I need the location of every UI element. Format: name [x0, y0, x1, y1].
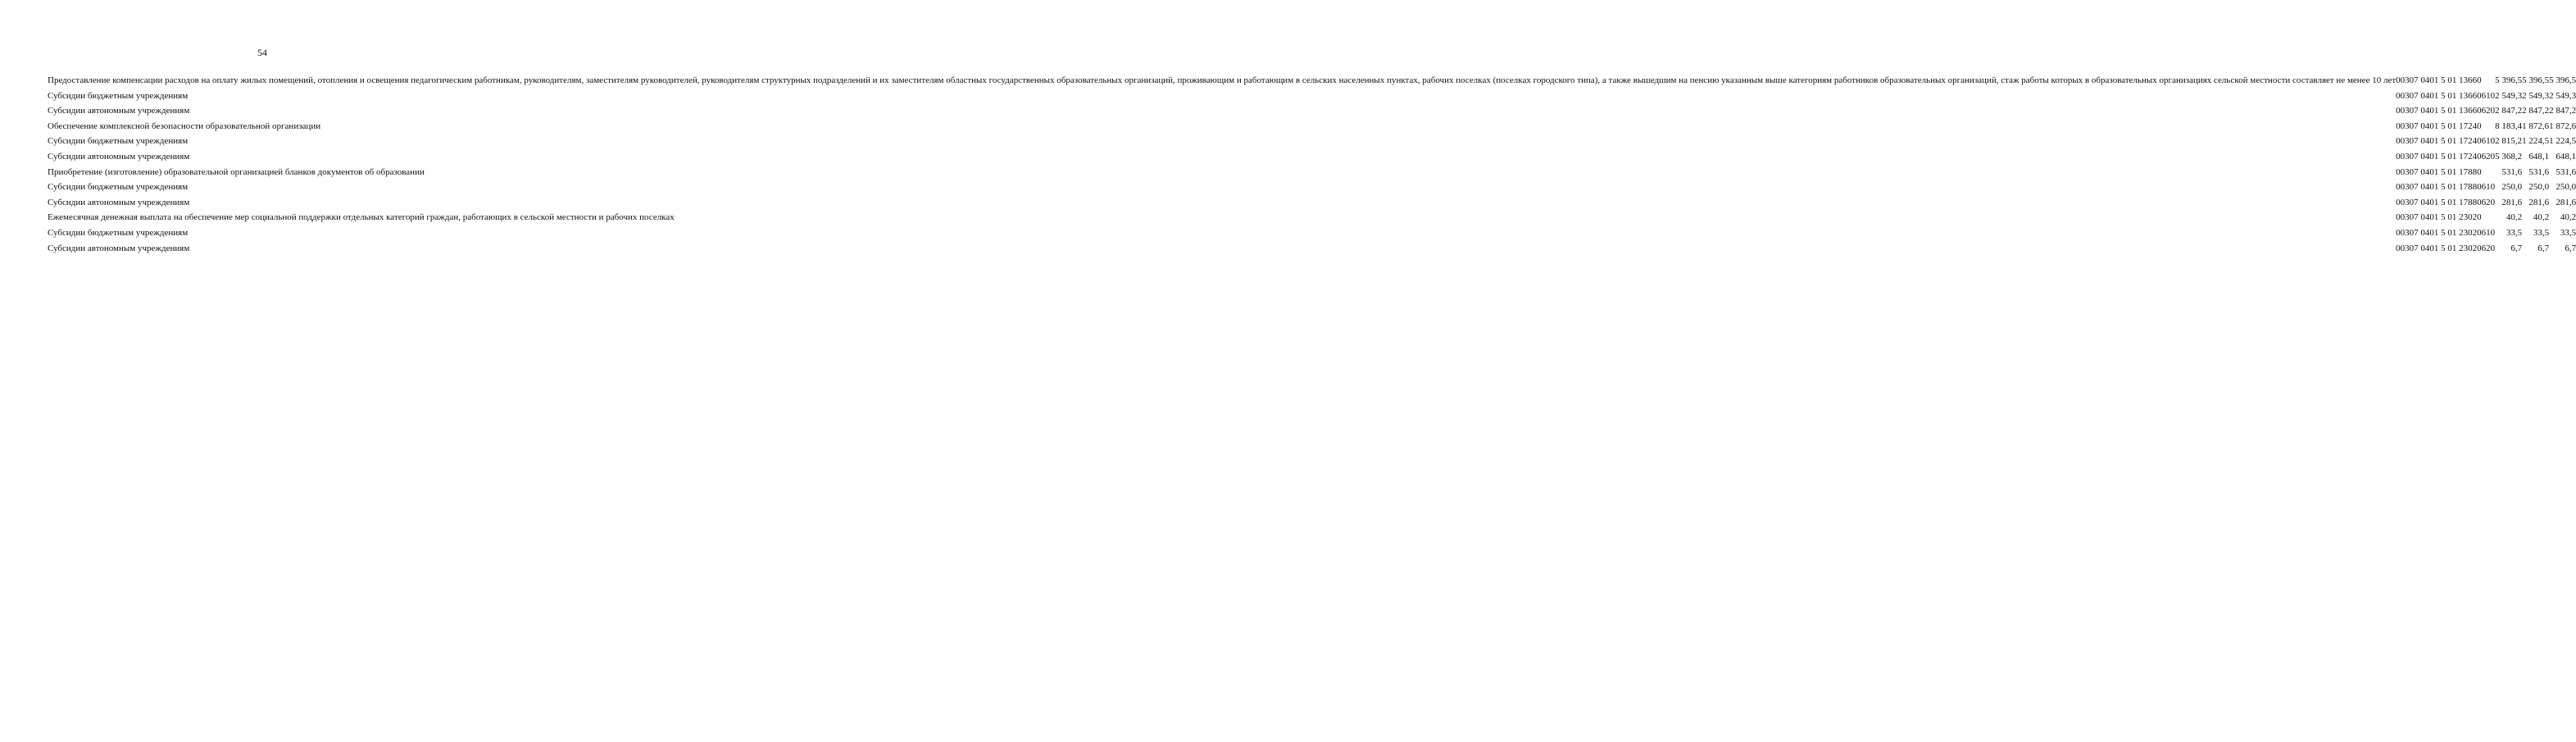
page-number: 54 — [257, 47, 267, 58]
amount-year-2: 33,5 — [2533, 227, 2550, 238]
expense-type-code: 620 — [2481, 151, 2496, 162]
expense-type-code: 620 — [2481, 106, 2496, 116]
expense-type-code — [2482, 75, 2496, 91]
amount-year-3: 33,5 — [2560, 227, 2576, 238]
amount-year-1: 40,2 — [2506, 212, 2523, 223]
section-code: 07 04 — [2409, 166, 2430, 177]
budget-table — [48, 75, 2576, 258]
section-code: 07 04 — [2409, 197, 2430, 207]
amount-year-3: 2 549,3 — [2549, 90, 2576, 101]
amount-year-1: 5 368,2 — [2495, 151, 2523, 162]
section-code: 07 04 — [2409, 182, 2430, 193]
amount-year-3: 1 224,5 — [2549, 136, 2576, 147]
amount-year-1: 2 549,3 — [2495, 90, 2523, 101]
ministry-code: 003 — [2396, 136, 2410, 147]
table-row — [48, 75, 2576, 91]
row-name: Ежемесячная денежная выплата на обеспечение мер социальной поддержки отдельных категорий граждан, работающих в сельской местности и рабочих поселках — [48, 212, 675, 223]
amount-year-3: 6,7 — [2565, 243, 2576, 253]
ministry-code: 003 — [2396, 182, 2410, 193]
row-name: Субсидии бюджетным учреждениям — [48, 227, 189, 238]
table-row — [48, 182, 2576, 198]
amount-year-3: 281,6 — [2556, 197, 2576, 207]
amount-year-1: 2 847,2 — [2495, 106, 2523, 116]
target-article-code: 01 5 01 17880 — [2429, 197, 2482, 207]
row-name: Субсидии автономным учреждениям — [48, 106, 190, 116]
table-row — [48, 212, 2576, 228]
target-article-code: 01 5 01 13660 — [2429, 75, 2482, 85]
table-row — [48, 136, 2576, 152]
expense-type-code: 610 — [2481, 90, 2496, 101]
row-name: Предоставление компенсации расходов на оплату жилых помещений, отопления и освещения педагогическим работникам, руководителям, заместителям руководителей, руководителям структурных подразделений и их заместителям областных государственных образовательных организаций, проживающим и работающим в сельских населенных пунктах, рабочих поселках (поселках городского типа), а также вышедшим на пенсию указанным выше категориям работников образовательных организаций, стаж работы которых в образовательных организациях сельской местности составляет не менее 10 лет — [48, 75, 2397, 85]
table-row — [48, 106, 2576, 121]
section-code: 07 04 — [2409, 243, 2430, 253]
row-name: Обеспечение комплексной безопасности образовательной организации — [48, 121, 321, 131]
amount-year-2: 6,7 — [2537, 243, 2550, 253]
section-code: 07 04 — [2409, 75, 2430, 85]
row-name: Субсидии бюджетным учреждениям — [48, 182, 189, 193]
amount-year-3: 531,6 — [2556, 166, 2576, 177]
expense-type-code — [2482, 121, 2496, 137]
row-name: Субсидии автономным учреждениям — [48, 243, 190, 253]
row-name: Субсидии бюджетным учреждениям — [48, 136, 189, 147]
amount-year-2: 281,6 — [2528, 197, 2550, 207]
expense-type-code: 610 — [2481, 227, 2496, 238]
target-article-code: 01 5 01 23020 — [2429, 243, 2482, 253]
ministry-code: 003 — [2396, 212, 2410, 223]
table-row — [48, 244, 2576, 259]
table-row — [48, 198, 2576, 213]
budget-table-body — [48, 75, 2576, 258]
expense-type-code — [2482, 167, 2496, 183]
amount-year-2: 531,6 — [2528, 166, 2550, 177]
amount-year-2: 1 872,6 — [2522, 121, 2550, 131]
target-article-code: 01 5 01 13660 — [2429, 90, 2482, 101]
amount-year-1: 5 396,5 — [2495, 75, 2523, 85]
row-name: Субсидии бюджетным учреждениям — [48, 90, 189, 101]
section-code: 07 04 — [2409, 106, 2430, 116]
amount-year-3: 5 396,5 — [2549, 75, 2576, 85]
amount-year-1: 2 815,2 — [2495, 136, 2523, 147]
expense-type-code: 620 — [2481, 243, 2496, 253]
section-code: 07 04 — [2409, 90, 2430, 101]
amount-year-2: 648,1 — [2528, 151, 2550, 162]
target-article-code: 01 5 01 17880 — [2429, 182, 2482, 193]
table-row — [48, 91, 2576, 107]
expense-type-code: 620 — [2481, 197, 2496, 207]
ministry-code: 003 — [2396, 90, 2410, 101]
amount-year-3: 40,2 — [2560, 212, 2576, 223]
amount-year-1: 250,0 — [2501, 182, 2523, 193]
ministry-code: 003 — [2396, 197, 2410, 207]
amount-year-1: 8 183,4 — [2495, 121, 2523, 131]
ministry-code: 003 — [2396, 106, 2410, 116]
table-row — [48, 121, 2576, 137]
target-article-code: 01 5 01 17240 — [2429, 121, 2482, 131]
expense-type-code — [2482, 212, 2496, 228]
amount-year-1: 531,6 — [2501, 166, 2523, 177]
target-article-code: 01 5 01 13660 — [2429, 106, 2482, 116]
amount-year-2: 250,0 — [2528, 182, 2550, 193]
row-name: Приобретение (изготовление) образовательной организацией бланков документов об образовании — [48, 166, 425, 177]
amount-year-2: 40,2 — [2533, 212, 2550, 223]
section-code: 07 04 — [2409, 151, 2430, 162]
ministry-code: 003 — [2396, 166, 2410, 177]
ministry-code: 003 — [2396, 243, 2410, 253]
table-row — [48, 152, 2576, 167]
amount-year-2: 2 847,2 — [2522, 106, 2550, 116]
target-article-code: 01 5 01 17240 — [2429, 151, 2482, 162]
expense-type-code: 610 — [2481, 136, 2496, 147]
ministry-code: 003 — [2396, 227, 2410, 238]
target-article-code: 01 5 01 23020 — [2429, 227, 2482, 238]
expense-type-code: 610 — [2481, 182, 2496, 193]
section-code: 07 04 — [2409, 212, 2430, 223]
ministry-code: 003 — [2396, 121, 2410, 131]
target-article-code: 01 5 01 23020 — [2429, 212, 2482, 223]
amount-year-2: 5 396,5 — [2522, 75, 2550, 85]
amount-year-3: 250,0 — [2556, 182, 2576, 193]
amount-year-1: 33,5 — [2506, 227, 2523, 238]
row-name: Субсидии автономным учреждениям — [48, 151, 190, 162]
amount-year-2: 2 549,3 — [2522, 90, 2550, 101]
amount-year-1: 6,7 — [2510, 243, 2523, 253]
row-name: Субсидии автономным учреждениям — [48, 197, 190, 207]
amount-year-1: 281,6 — [2501, 197, 2523, 207]
section-code: 07 04 — [2409, 227, 2430, 238]
table-row — [48, 167, 2576, 183]
amount-year-3: 2 847,2 — [2549, 106, 2576, 116]
section-code: 07 04 — [2409, 121, 2430, 131]
ministry-code: 003 — [2396, 75, 2410, 85]
amount-year-3: 648,1 — [2556, 151, 2576, 162]
ministry-code: 003 — [2396, 151, 2410, 162]
amount-year-3: 1 872,6 — [2549, 121, 2576, 131]
amount-year-2: 1 224,5 — [2522, 136, 2550, 147]
table-row — [48, 228, 2576, 244]
section-code: 07 04 — [2409, 136, 2430, 147]
target-article-code: 01 5 01 17240 — [2429, 136, 2482, 147]
target-article-code: 01 5 01 17880 — [2429, 166, 2482, 177]
